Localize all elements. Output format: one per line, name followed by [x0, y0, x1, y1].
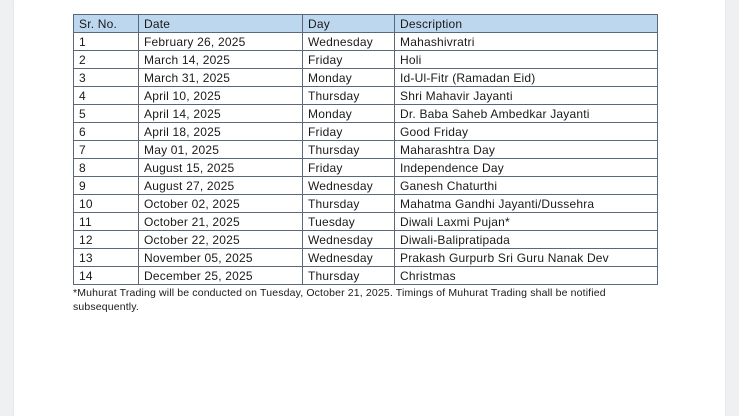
cell-date: March 31, 2025: [139, 69, 303, 87]
cell-sr-no: 6: [74, 123, 139, 141]
table-header-row: [74, 15, 658, 33]
cell-date: October 02, 2025: [139, 195, 303, 213]
cell-day: Friday: [303, 51, 395, 69]
cell-date: October 21, 2025: [139, 213, 303, 231]
cell-sr-no: 3: [74, 69, 139, 87]
table-row: [74, 105, 658, 123]
table-row: [74, 267, 658, 285]
cell-date: March 14, 2025: [139, 51, 303, 69]
cell-day: Friday: [303, 123, 395, 141]
cell-description: Maharashtra Day: [395, 141, 658, 159]
cell-sr-no: 10: [74, 195, 139, 213]
table-row: [74, 69, 658, 87]
cell-day: Tuesday: [303, 213, 395, 231]
cell-sr-no: 12: [74, 231, 139, 249]
table-row: [74, 159, 658, 177]
header-day: Day: [303, 15, 395, 33]
cell-date: May 01, 2025: [139, 141, 303, 159]
table-body: [74, 33, 658, 285]
cell-day: Monday: [303, 105, 395, 123]
cell-date: April 14, 2025: [139, 105, 303, 123]
cell-description: Diwali-Balipratipada: [395, 231, 658, 249]
cell-sr-no: 9: [74, 177, 139, 195]
cell-day: Wednesday: [303, 249, 395, 267]
cell-date: December 25, 2025: [139, 267, 303, 285]
table-row: [74, 249, 658, 267]
cell-date: April 18, 2025: [139, 123, 303, 141]
cell-day: Wednesday: [303, 177, 395, 195]
cell-date: October 22, 2025: [139, 231, 303, 249]
table-row: [74, 123, 658, 141]
cell-sr-no: 13: [74, 249, 139, 267]
cell-sr-no: 2: [74, 51, 139, 69]
cell-day: Friday: [303, 159, 395, 177]
cell-sr-no: 11: [74, 213, 139, 231]
cell-description: Independence Day: [395, 159, 658, 177]
cell-sr-no: 1: [74, 33, 139, 51]
cell-sr-no: 14: [74, 267, 139, 285]
header-sr-no: Sr. No.: [74, 15, 139, 33]
cell-sr-no: 7: [74, 141, 139, 159]
cell-date: February 26, 2025: [139, 33, 303, 51]
cell-description: Ganesh Chaturthi: [395, 177, 658, 195]
cell-day: Thursday: [303, 267, 395, 285]
cell-date: November 05, 2025: [139, 249, 303, 267]
table-row: [74, 177, 658, 195]
cell-description: Christmas: [395, 267, 658, 285]
cell-day: Wednesday: [303, 231, 395, 249]
cell-sr-no: 8: [74, 159, 139, 177]
cell-description: Dr. Baba Saheb Ambedkar Jayanti: [395, 105, 658, 123]
cell-description: Prakash Gurpurb Sri Guru Nanak Dev: [395, 249, 658, 267]
cell-description: Shri Mahavir Jayanti: [395, 87, 658, 105]
document-page: [14, 0, 725, 416]
cell-day: Thursday: [303, 195, 395, 213]
table-row: [74, 87, 658, 105]
cell-description: Diwali Laxmi Pujan*: [395, 213, 658, 231]
cell-day: Wednesday: [303, 33, 395, 51]
cell-date: April 10, 2025: [139, 87, 303, 105]
footnote: *Muhurat Trading will be conducted on Tuesday, October 21, 2025. Timings of Muhurat Trading shall be notified subsequently.: [73, 287, 606, 313]
cell-description: Good Friday: [395, 123, 658, 141]
cell-day: Thursday: [303, 141, 395, 159]
cell-day: Monday: [303, 69, 395, 87]
table-row: [74, 33, 658, 51]
table-row: [74, 213, 658, 231]
cell-sr-no: 5: [74, 105, 139, 123]
cell-description: Mahatma Gandhi Jayanti/Dussehra: [395, 195, 658, 213]
table-row: [74, 141, 658, 159]
cell-sr-no: 4: [74, 87, 139, 105]
table-row: [74, 51, 658, 69]
cell-description: Mahashivratri: [395, 33, 658, 51]
cell-description: Holi: [395, 51, 658, 69]
table-row: [74, 231, 658, 249]
table-row: [74, 195, 658, 213]
cell-date: August 15, 2025: [139, 159, 303, 177]
cell-description: Id-Ul-Fitr (Ramadan Eid): [395, 69, 658, 87]
header-date: Date: [139, 15, 303, 33]
cell-date: August 27, 2025: [139, 177, 303, 195]
cell-day: Thursday: [303, 87, 395, 105]
header-description: Description: [395, 15, 658, 33]
holiday-table: [73, 14, 658, 285]
